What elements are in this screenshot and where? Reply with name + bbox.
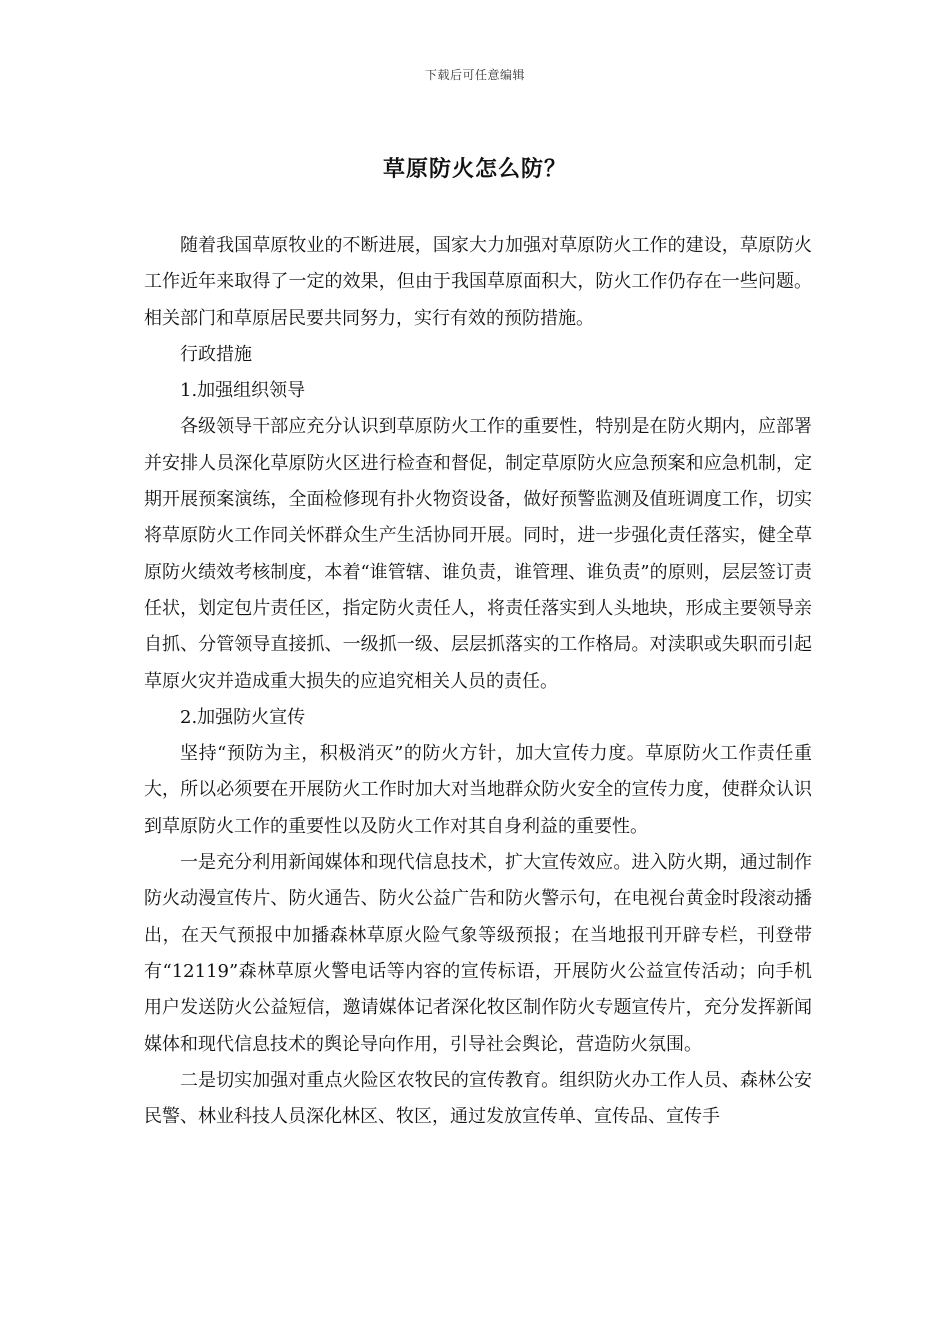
- paragraph-organization: 各级领导干部应充分认识到草原防火工作的重要性，特别是在防火期内，应部署并安排人员深化草原防火区进行检查和督促，制定草原防火应急预案和应急机制，定期开展预案演练，全面检修现有扑火物资设备，做好预警监测及值班调度工作，切实将草原防火工作同关怀群众生产生活协同开展。同时，进一步强化责任落实，健全草原防火绩效考核制度，本着“谁管辖、谁负责，谁管理、谁负责”的原则，层层签订责任状，划定包片责任区，指定防火责任人，将责任落实到人头地块，形成主要领导亲自抓、分管领导直接抓、一级抓一级、层层抓落实的工作格局。对渎职或失职而引起草原火灾并造成重大损失的应追究相关人员的责任。: [144, 416, 812, 692]
- paragraph-education: 二是切实加强对重点火险区农牧民的宣传教育。组织防火办工作人员、森林公安民警、林业科技人员深化林区、牧区，通过发放宣传单、宣传品、宣传手: [144, 1069, 812, 1128]
- paragraph-publicity: 坚持“预防为主，积极消灭”的防火方针，加大宣传力度。草原防火工作责任重大，所以必须要在开展防火工作时加大对当地群众防火安全的宣传力度，使群众认识到草原防火工作的重要性以及防火工作对其自身利益的重要性。: [144, 743, 812, 837]
- paragraph-intro: 随着我国草原牧业的不断进展，国家大力加强对草原防火工作的建设，草原防火工作近年来取得了一定的效果，但由于我国草原面积大，防火工作仍存在一些问题。相关部门和草原居民要共同努力，实行有效的预防措施。: [144, 235, 812, 329]
- paragraph-media: 一是充分利用新闻媒体和现代信息技术，扩大宣传效应。进入防火期，通过制作防火动漫宣传片、防火通告、防火公益广告和防火警示句，在电视台黄金时段滚动播出，在天气预报中加播森林草原火险气象等级预报；在当地报刊开辟专栏，刊登带有“12119”森林草原火警电话等内容的宣传标语，开展防火公益宣传活动；向手机用户发送防火公益短信，邀请媒体记者深化牧区制作防火专题宣传片，充分发挥新闻媒体和现代信息技术的舆论导向作用，引导社会舆论，营造防火氛围。: [144, 852, 812, 1055]
- section-heading-administrative: 行政措施: [180, 343, 252, 365]
- subheading-organization: 1.加强组织领导: [180, 380, 306, 402]
- subheading-publicity: 2.加强防火宣传: [180, 706, 306, 728]
- document-body: [144, 228, 812, 1135]
- document-title: 草原防火怎么防？: [382, 156, 567, 182]
- header-note: 下载后可任意编辑: [424, 68, 525, 82]
